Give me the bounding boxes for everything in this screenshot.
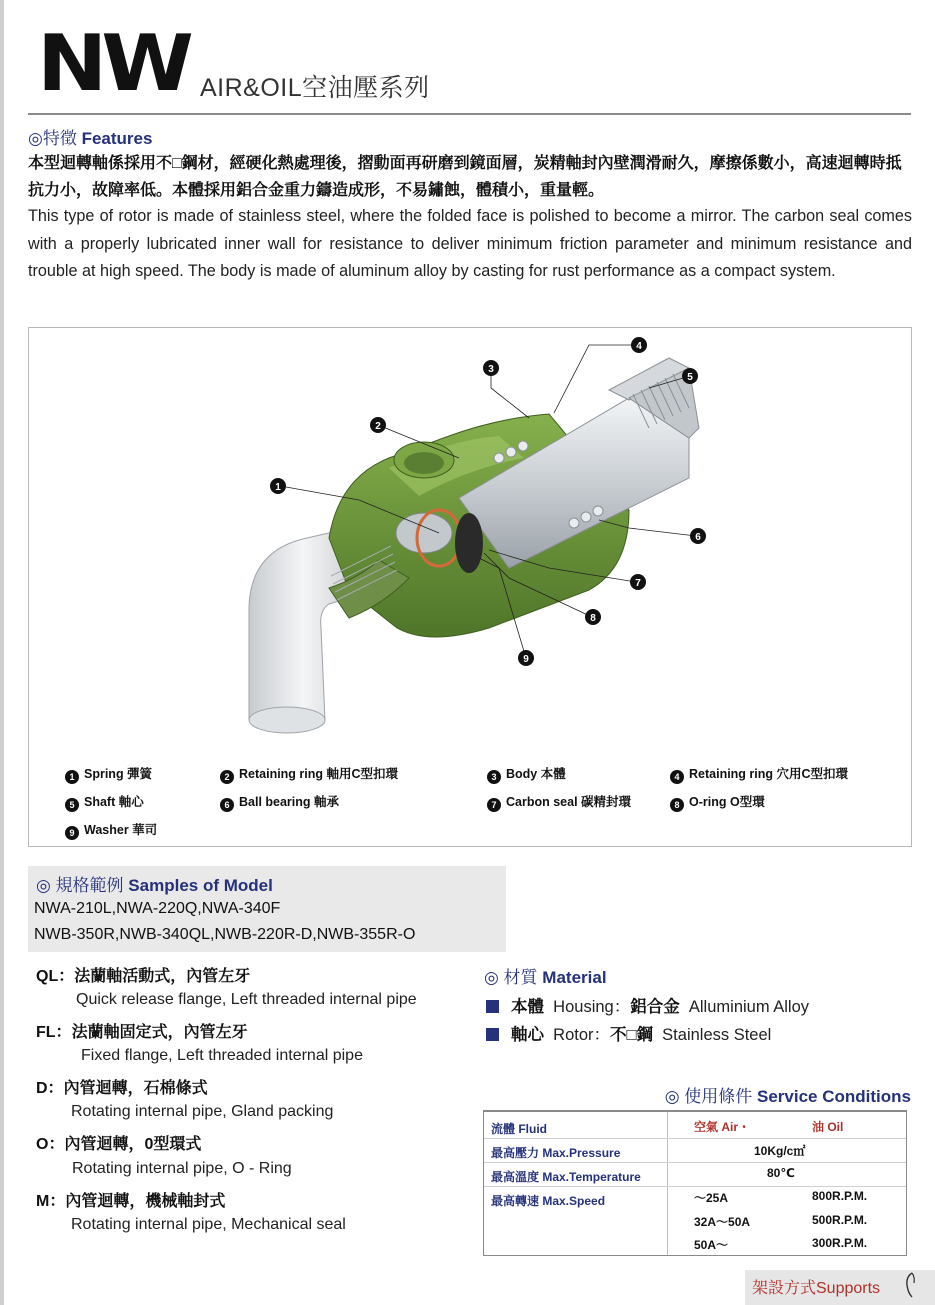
samples-line-2: NWB-350R,NWB-340QL,NWB-220R-D,NWB-355R-O	[34, 926, 416, 943]
service-table	[483, 1110, 907, 1256]
speed-size: 32A～50A	[694, 1215, 751, 1229]
callout-5-label: 5	[687, 372, 693, 383]
speed-label: 最高轉速 Max.Speed	[491, 1194, 606, 1208]
samples-heading: ◎ 規格範例 Samples of Model	[36, 876, 273, 895]
callout-8-label: 8	[590, 613, 596, 624]
service-heading: ◎ 使用條件 Service Conditions	[664, 1087, 911, 1106]
type-o: O：內管迴轉，0型環式	[36, 1136, 202, 1153]
legend-item: 8 O-ring O型環	[670, 792, 765, 812]
pressure-value: 10Kg/c㎡	[754, 1144, 806, 1158]
speed-rpm: 300R.P.M.	[812, 1236, 868, 1250]
features-heading-cn: ◎特徵	[28, 129, 77, 148]
legend-item: 2 Retaining ring 軸用C型扣環	[220, 764, 398, 784]
samples-line-1: NWA-210L,NWA-220Q,NWA-340F	[34, 900, 281, 917]
legend-item: 9 Washer 華司	[65, 820, 157, 840]
type-o-desc: Rotating internal pipe, O - Ring	[72, 1160, 292, 1177]
bullet-square-icon	[486, 1028, 499, 1041]
support-bracket-icon	[903, 1271, 917, 1299]
legend-item: 1 Spring 彈簧	[65, 764, 152, 784]
series-subtitle: AIR&OIL空油壓系列	[200, 74, 430, 102]
callout-6-label: 6	[695, 532, 701, 543]
features-heading	[28, 124, 152, 149]
legend-item: 7 Carbon seal 碳精封環	[487, 792, 631, 812]
material-row-housing: 本體 Housing：鋁合金 Alluminium Alloy	[486, 993, 809, 1017]
fluid-oil: 油 Oil	[812, 1120, 844, 1134]
type-m: M：內管迴轉，機械軸封式	[36, 1193, 226, 1210]
cutaway-diagram	[28, 327, 912, 847]
rotary-joint-illustration	[29, 328, 913, 758]
callout-7-label: 7	[635, 578, 641, 589]
temperature-value: 80℃	[767, 1166, 795, 1180]
type-ql: QL：法蘭軸活動式，內管左牙	[36, 968, 251, 985]
material-row-rotor: 軸心 Rotor：不□鋼 Stainless Steel	[486, 1021, 771, 1045]
legend-item: 6 Ball bearing 軸承	[220, 792, 339, 812]
supports-link[interactable]: 架設方式Supports	[752, 1280, 881, 1297]
fluid-label: 流體 Fluid	[491, 1122, 547, 1136]
bullet-square-icon	[486, 1000, 499, 1013]
type-d: D：內管迴轉，石棉條式	[36, 1080, 208, 1097]
page-edge	[0, 0, 4, 1305]
features-heading-en: Features	[81, 129, 153, 148]
type-fl: FL：法蘭軸固定式，內管左牙	[36, 1024, 248, 1041]
speed-rpm: 800R.P.M.	[812, 1189, 868, 1203]
temperature-label: 最高溫度 Max.Temperature	[491, 1170, 641, 1184]
callout-9-label: 9	[523, 654, 529, 665]
type-m-desc: Rotating internal pipe, Mechanical seal	[71, 1216, 346, 1233]
callout-2-label: 2	[375, 421, 381, 432]
legend-item: 3 Body 本體	[487, 764, 566, 784]
type-ql-desc: Quick release flange, Left threaded internal pipe	[76, 991, 417, 1008]
fluid-air: 空氣 Air・	[694, 1120, 751, 1134]
type-d-desc: Rotating internal pipe, Gland packing	[71, 1103, 334, 1120]
legend-item: 4 Retaining ring 穴用C型扣環	[670, 764, 848, 784]
speed-rpm: 500R.P.M.	[812, 1213, 868, 1227]
callout-4-label: 4	[636, 341, 642, 352]
legend-item: 5 Shaft 軸心	[65, 792, 144, 812]
header-divider	[28, 113, 911, 115]
callout-3-label: 3	[488, 364, 494, 375]
series-logo: NW	[37, 18, 188, 109]
speed-size: 50A～	[694, 1238, 729, 1252]
material-heading: ◎ 材質 Material	[484, 968, 607, 987]
features-text-cn: 本型迴轉軸係採用不□鋼材，經硬化熱處理後，摺動面再研磨到鏡面層，炭精軸封內壁潤滑耐久，摩擦係數小，高速迴轉時抵抗力小，故障率低。本體採用鋁合金重力鑄造成形，不易鏽蝕，體積小，重量輕。	[28, 155, 902, 199]
pressure-label: 最高壓力 Max.Pressure	[491, 1146, 621, 1160]
speed-size: ～25A	[694, 1191, 729, 1205]
features-text-en: This type of rotor is made of stainless steel, where the folded face is polished to become a mirror. The carbon seal comes with a properly lubricated inner wall for resistance to deliver minimum friction parameter and minimum resistance and trouble at high speed. The body is made of aluminum alloy by casting for rust performance as a compact system.	[28, 207, 912, 280]
type-fl-desc: Fixed flange, Left threaded internal pipe	[81, 1047, 363, 1064]
callout-1-label: 1	[275, 482, 281, 493]
